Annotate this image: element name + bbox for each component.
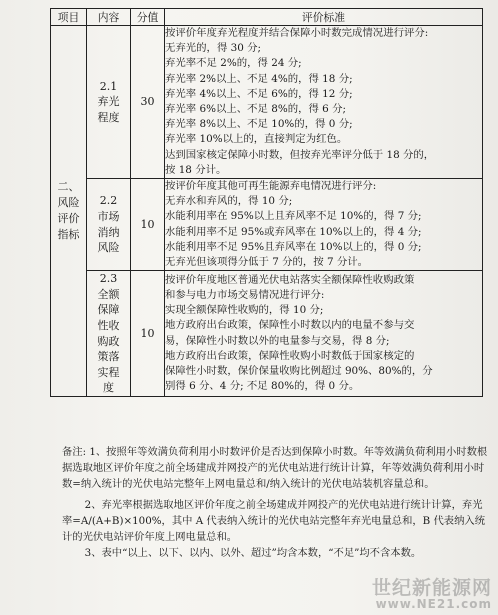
- criteria-line: 水能利用率在 95%以上且弃风率不足 10%的，得 7 分;: [165, 210, 422, 223]
- criteria-line: 别得 6 分、4 分; 不足 80%的，得 0 分。: [165, 380, 360, 393]
- criteria-line: 水能利用率不足 95%且弃风率在 10%以上的，得 0 分;: [165, 240, 422, 253]
- content-line: 2.1: [99, 79, 118, 93]
- criteria-line: 弃光率 8%以上、不足 10%的，得 0 分;: [165, 118, 353, 131]
- criteria-line: 和参与电力市场交易情况进行评分:: [165, 289, 325, 302]
- watermark-url: www.NE21.com: [375, 597, 492, 611]
- table-header-row: [51, 9, 483, 26]
- content-line: 2.3: [99, 272, 118, 286]
- header-item: 项目: [51, 9, 87, 26]
- criteria-line: 达到国家核定保障小时数，但按弃光率评分低于 18 分的，: [165, 148, 435, 161]
- content-line: 保障: [97, 303, 120, 317]
- item-label-line: 风险: [57, 196, 80, 209]
- criteria-line: 按评价年度其他可再生能源弃电情况进行评分:: [165, 180, 377, 193]
- criteria-cell: [165, 179, 483, 271]
- criteria-line: 无弃光但该项得分低于 7 分的，按 7 分计。: [165, 256, 369, 269]
- criteria-cell: [165, 271, 483, 397]
- content-line: 策落: [97, 350, 120, 364]
- header-score: 分值: [131, 9, 165, 26]
- content-line: 性收: [97, 319, 120, 333]
- criteria-line: 保障性小时数，保价保量收购比例超过 90%、80%的，分: [165, 365, 433, 378]
- criteria-line: 按评价年度弃光程度并结合保障小时数完成情况进行评分:: [165, 27, 429, 39]
- note-paragraph: 2、弃光率根据选取地区评价年度之前全场建成并网投产的光伏电站进行统计计算，弃光率=A/(A+B)×100%，其中 A 代表纳入统计的光伏电站完整年弃光电量总和，B 代表纳入统计的光伏电站评价年度上网电量总和。: [62, 498, 485, 544]
- score-cell: 30: [131, 26, 165, 179]
- criteria-line: 地方政府出台政策，保障性小时数以内的电量不参与交: [165, 319, 415, 332]
- content-line: 市场: [97, 210, 120, 224]
- criteria-line: 地方政府出台政策，保障性收购小时数低于国家核定的: [165, 349, 415, 362]
- table-row: [51, 271, 483, 397]
- table-row: [51, 179, 483, 271]
- item-cell: [51, 26, 87, 397]
- score-cell: 10: [131, 179, 165, 271]
- header-criteria: 评价标准: [165, 9, 483, 26]
- note-paragraph: 备注: 1、按照年等效满负荷利用小时数评价是否达到保障小时数。年等效满负荷利用小时数根据选取地区评价年度之前全场建成并网投产的光伏电站进行统计计算，年等效满负荷利用小时数=纳入统计的光伏电站完整年上网电量总和/纳入统计的光伏电站装机容量总和。: [62, 446, 488, 491]
- item-label-line: 指标: [57, 228, 80, 241]
- item-label-line: 评价: [57, 212, 80, 225]
- criteria-line: 按评价年度地区普通光伏电站落实全额保障性收购政策: [165, 273, 415, 286]
- criteria-line: 按 18 分计。: [165, 163, 227, 176]
- criteria-line: 水能利用率不足 95%或弃风率在 10%以上的，得 4 分;: [165, 225, 422, 238]
- note-paragraph: 3、表中“以上、以下、以内、以外、超过”均含本数，“不足”均不含本数。: [84, 547, 422, 560]
- evaluation-table: [50, 8, 483, 397]
- watermark: [372, 573, 492, 611]
- content-line: 全额: [97, 287, 120, 301]
- criteria-cell: [165, 26, 483, 179]
- criteria-line: 弃光率 10%以上的，直接判定为红色。: [165, 133, 348, 146]
- criteria-line: 无弃光的，得 30 分;: [165, 42, 262, 55]
- content-line: 消纳: [97, 225, 120, 239]
- content-line: 度: [103, 381, 114, 395]
- content-cell: [87, 179, 131, 271]
- criteria-line: 实现全额保障性收购的，得 10 分;: [165, 304, 324, 317]
- criteria-line: 弃光率 6%以上、不足 8%的，得 6 分;: [165, 103, 346, 116]
- content-line: 购政: [97, 334, 120, 348]
- score-cell: 10: [131, 271, 165, 397]
- criteria-line: 弃光率 4%以上、不足 6%的，得 12 分;: [165, 87, 353, 100]
- content-line: 弃光: [97, 95, 120, 109]
- content-line: 2.2: [99, 194, 118, 208]
- header-content: 内容: [87, 9, 131, 26]
- content-line: 风险: [97, 241, 120, 255]
- criteria-line: 无弃水和弃风的，得 10 分;: [165, 195, 293, 208]
- content-cell: [87, 271, 131, 397]
- criteria-line: 易，保障性小时数以外的电量参与交易，得 8 分;: [165, 334, 390, 347]
- criteria-line: 弃光率 2%以上、不足 4%的，得 18 分;: [165, 72, 353, 85]
- criteria-line: 弃光率不足 2%的，得 24 分;: [165, 57, 302, 70]
- content-line: 程度: [97, 110, 120, 124]
- notes-section: [62, 444, 490, 561]
- item-label-line: 二、: [57, 180, 80, 193]
- table-row: [51, 26, 483, 179]
- content-line: 实程: [97, 365, 120, 379]
- watermark-title: 世纪新能源网: [371, 577, 492, 599]
- content-cell: [87, 26, 131, 179]
